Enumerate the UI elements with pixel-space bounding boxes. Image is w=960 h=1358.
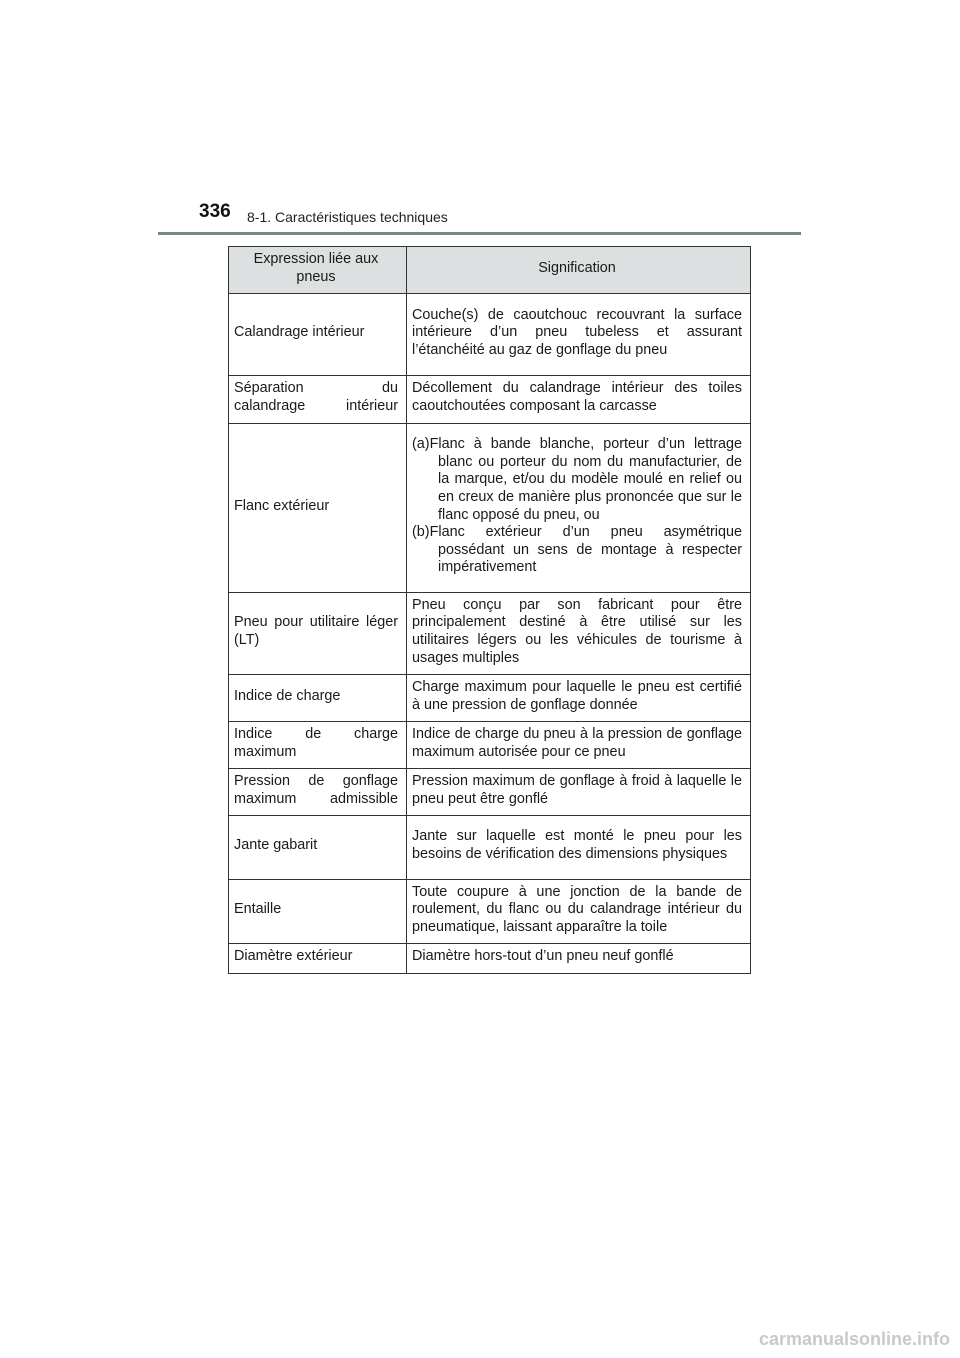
term-cell: Entaille [229,880,407,944]
watermark: carmanualsonline.info [758,1329,950,1349]
column-header-meaning: Signification [407,247,751,294]
definition-cell: Charge maximum pour laquelle le pneu est certifié à une pression de gonflage donnée [407,675,751,722]
term-cell: Pneu pour utilitaire léger (LT) [229,593,407,675]
table-row [229,593,751,675]
term-cell: Indice de charge maximum [229,722,407,769]
header-rule [158,232,801,235]
term-cell: Pression de gonflage maximum admissible [229,769,407,816]
table-row [229,376,751,424]
definition-cell: Décollement du calandrage intérieur des toiles caoutchoutées composant la carcasse [407,376,751,424]
term-cell: Séparation du calandrage intérieur [229,376,407,424]
definition-cell: Couche(s) de caoutchouc recouvrant la surface intérieure d’un pneu tubeless et assurant l’étanchéité au gaz de gonflage du pneu [407,294,751,376]
definition-list-item: (a)Flanc à bande blanche, porteur d’un lettrage blanc ou porteur du nom du manufacturier, de la marque, et/ou du modèle moulé en relief ou en creux de manière plus prononcée que sur le flanc opposé du pneu, ou [412,436,742,523]
section-title: 8-1. Caractéristiques techniques [247,209,448,225]
table-row [229,424,751,593]
definition-cell [407,424,751,593]
page-number: 336 [199,201,231,222]
table-row [229,880,751,944]
term-cell: Calandrage intérieur [229,294,407,376]
definition-cell: Diamètre hors-tout d’un pneu neuf gonflé [407,944,751,974]
table-header-row [229,247,751,294]
table-row [229,294,751,376]
definition-cell: Toute coupure à une jonction de la bande de roulement, du flanc ou du calandrage intérieur du pneumatique, laissant apparaître la toile [407,880,751,944]
table-row [229,816,751,880]
definition-list-item: (b)Flanc extérieur d’un pneu asymétrique possédant un sens de montage à respecter impérativement [412,524,742,576]
term-cell: Flanc extérieur [229,424,407,593]
tire-terms-table [228,246,751,974]
column-header-term: Expression liée aux pneus [229,247,407,294]
table-row [229,769,751,816]
definition-cell: Pneu conçu par son fabricant pour être principalement destiné à être utilisé sur les utilitaires légers ou les véhicules de tourisme à usages multiples [407,593,751,675]
definition-cell: Jante sur laquelle est monté le pneu pour les besoins de vérification des dimensions physiques [407,816,751,880]
definition-cell: Pression maximum de gonflage à froid à laquelle le pneu peut être gonflé [407,769,751,816]
table-row [229,944,751,974]
definition-cell: Indice de charge du pneu à la pression de gonflage maximum autorisée pour ce pneu [407,722,751,769]
table-row [229,722,751,769]
term-cell: Diamètre extérieur [229,944,407,974]
term-cell: Jante gabarit [229,816,407,880]
term-cell: Indice de charge [229,675,407,722]
table-row [229,675,751,722]
